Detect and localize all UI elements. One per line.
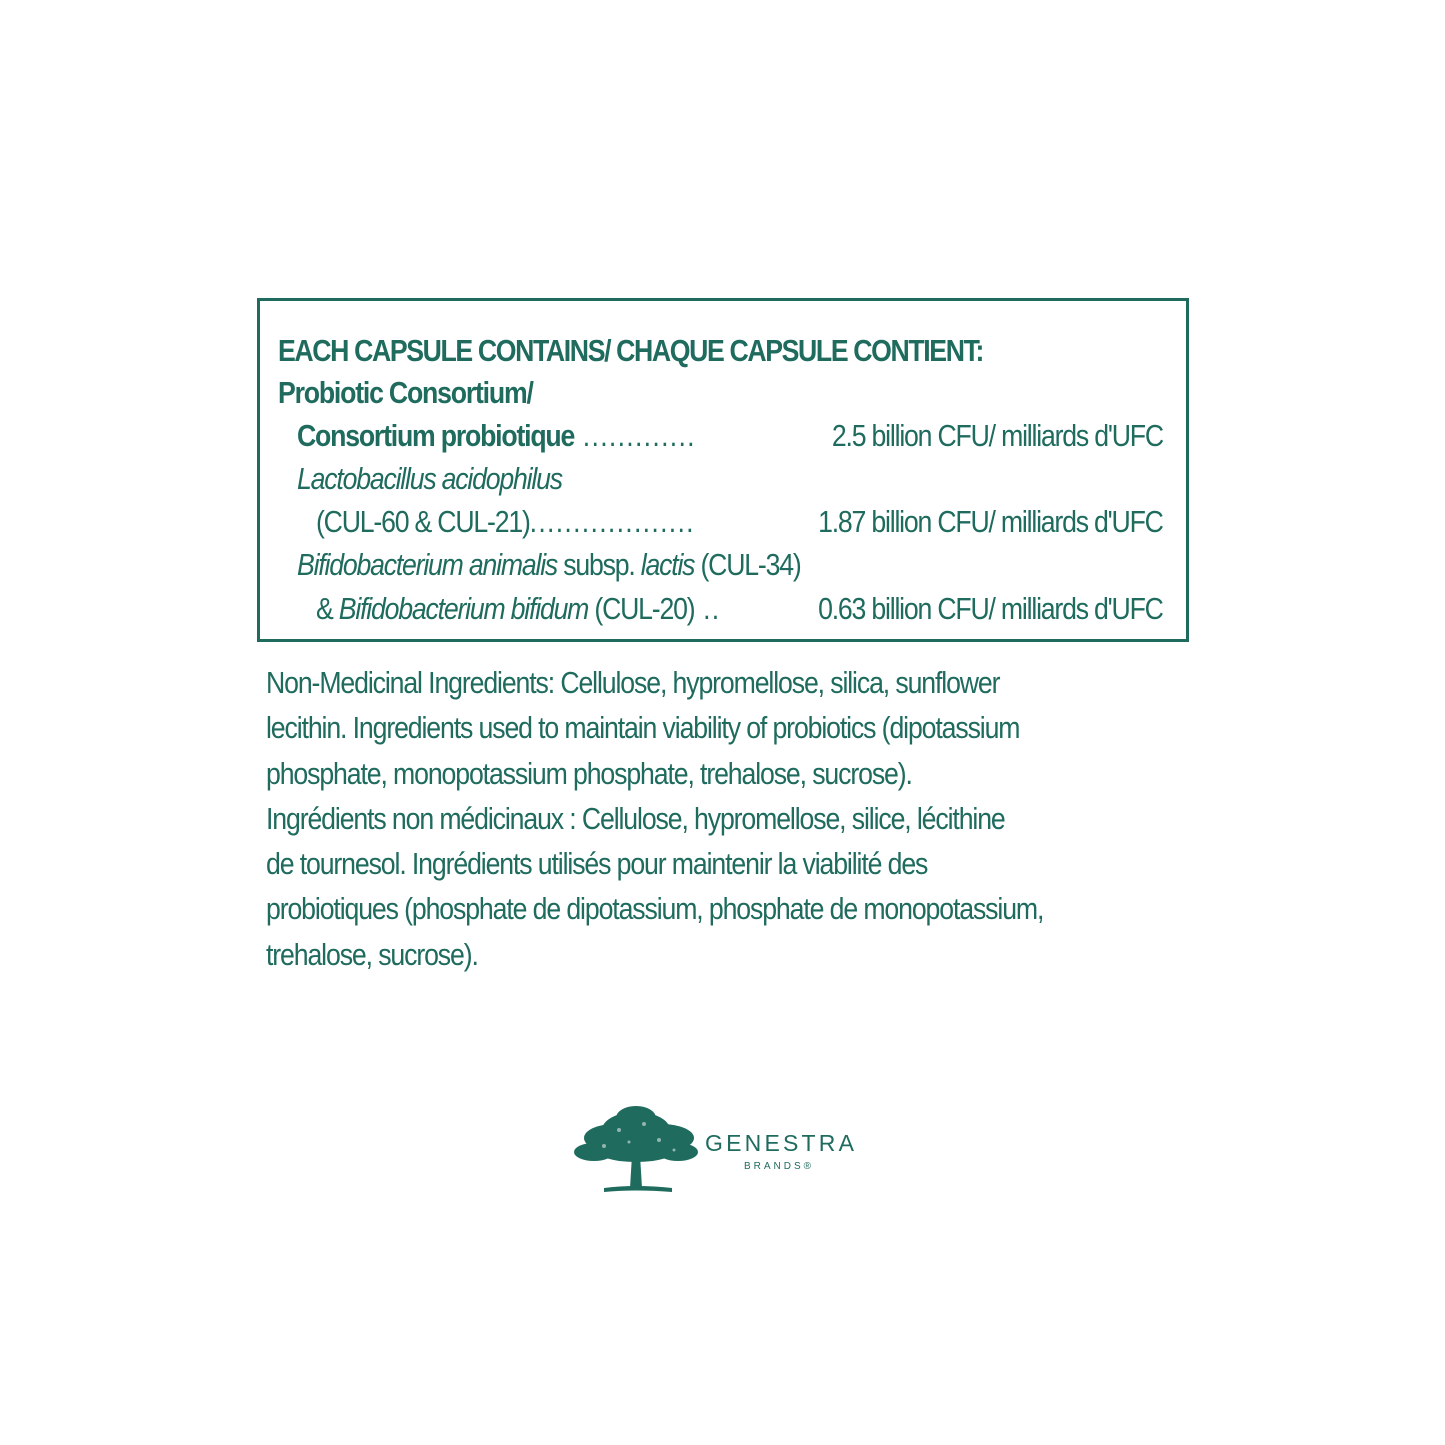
- nmi-line: Ingrédients non médicinaux : Cellulose, hypromellose, silice, lécithine: [266, 800, 1005, 836]
- logo-sub: BRANDS®: [744, 1161, 815, 1172]
- consortium-title: Probiotic Consortium/: [278, 375, 533, 410]
- logo-name: GENESTRA: [705, 1130, 858, 1156]
- panel-heading: EACH CAPSULE CONTAINS/ CHAQUE CAPSULE CONTIENT:: [278, 333, 984, 368]
- bifido-line-2: & Bifidobacterium bifidum (CUL-20) ..: [316, 591, 721, 626]
- genestra-logo: [574, 1100, 884, 1200]
- bifido-line-1: Bifidobacterium animalis subsp. lactis (CUL-34): [297, 547, 801, 582]
- nmi-line: de tournesol. Ingrédients utilisés pour maintenir la viabilité des: [266, 846, 928, 882]
- nmi-line: lecithin. Ingredients used to maintain viability of probiotics (dipotassium: [266, 710, 1020, 746]
- lacto-name: Lactobacillus acidophilus: [297, 461, 562, 496]
- bifido-amount: 0.63 billion CFU/ milliards d'UFC: [818, 591, 1163, 626]
- lacto-amount: 1.87 billion CFU/ milliards d'UFC: [818, 504, 1163, 539]
- nmi-line: phosphate, monopotassium phosphate, trehalose, sucrose).: [266, 755, 912, 791]
- nmi-line: trehalose, sucrose).: [266, 936, 478, 972]
- nmi-line: probiotiques (phosphate de dipotassium, phosphate de monopotassium,: [266, 891, 1044, 927]
- consortium-label: Consortium probiotique .............: [297, 418, 696, 453]
- consortium-amount: 2.5 billion CFU/ milliards d'UFC: [831, 418, 1163, 453]
- lacto-strains: (CUL-60 & CUL-21)...................: [316, 504, 695, 539]
- tree-icon: [574, 1100, 699, 1200]
- non-medicinal-ingredients: [266, 660, 1178, 977]
- nmi-line: Non-Medicinal Ingredients: Cellulose, hypromellose, silica, sunflower: [266, 665, 1000, 700]
